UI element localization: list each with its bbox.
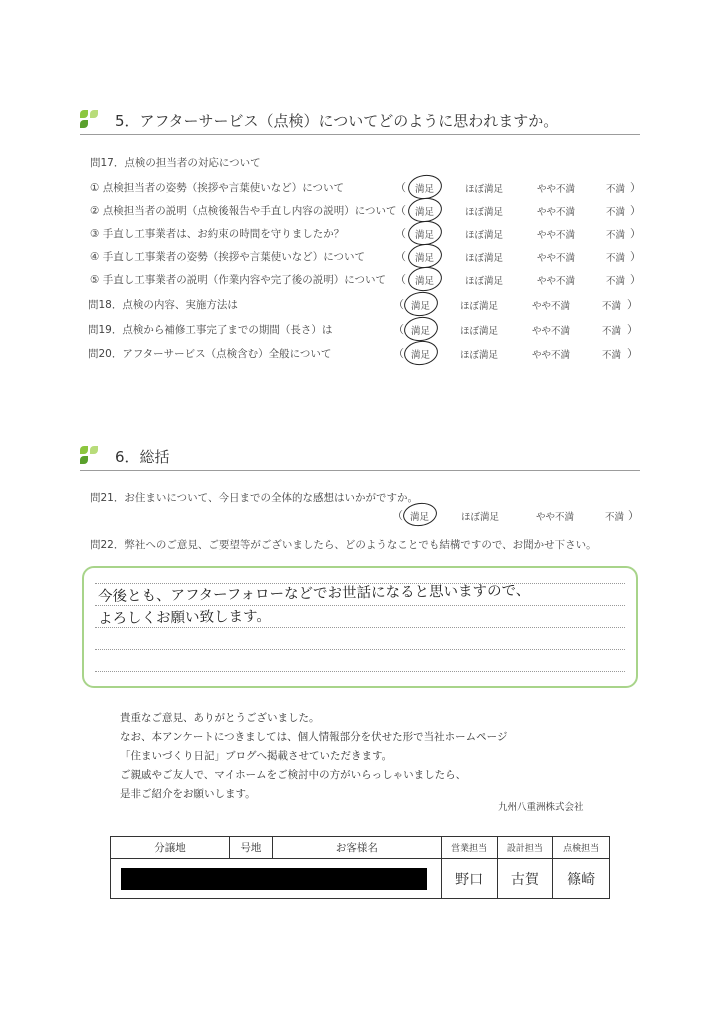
customer-info-table [110,836,610,899]
section6-rule [80,470,640,471]
option-mostly-satisfied: ほぼ満足 [460,301,499,312]
paren-close: ） [628,509,639,522]
header-sales: 営業担当 [441,837,497,859]
question-row-5: ⑤ 手直し工事業者の説明（作業内容や完了後の説明）について [90,274,387,286]
design-person: 古賀 [497,859,553,899]
paren-open: （ [395,204,406,217]
closing-line-4: ご親戚やご友人で、マイホームをご検討中の方がいらっしゃいましたら、 [120,769,467,781]
inspect-person: 篠崎 [553,859,610,899]
option-mostly-satisfied: ほぼ満足 [465,207,504,218]
option-dissatisfied: 不満 [602,326,622,337]
option-mostly-satisfied: ほぼ満足 [465,276,504,287]
question-row-4: ④ 手直し工事業者の姿勢（挨拶や言葉使いなど）について [90,251,366,263]
option-slightly-dissatisfied: やや不満 [537,184,576,195]
paren-open: （ [395,181,406,194]
option-slightly-dissatisfied: やや不満 [537,207,576,218]
paren-open: （ [395,273,406,286]
q17-heading: 問17．点検の担当者の対応について [90,157,261,169]
paren-close: ） [630,227,641,240]
selected-answer-circle [402,339,439,367]
option-slightly-dissatisfied: やや不満 [532,326,571,337]
redaction-bar [121,868,427,890]
header-customer: お客様名 [272,837,441,859]
q22-question: 問22．弊社へのご意見、ご要望等がございましたら、どのようなことでも結構ですので、お聞かせ下さい。 [90,539,597,551]
section6-title: 6．総括 [115,448,170,466]
option-dissatisfied: 不満 [606,253,626,264]
option-slightly-dissatisfied: やや不満 [537,253,576,264]
option-mostly-satisfied: ほぼ満足 [465,230,504,241]
option-satisfied: 満足 [411,350,431,361]
paren-open: （ [393,323,404,336]
header-design: 設計担当 [497,837,553,859]
selected-answer-circle [402,290,439,318]
header-number: 号地 [229,837,272,859]
paren-close: ） [627,323,638,336]
option-dissatisfied: 不満 [602,301,622,312]
paren-close: ） [630,273,641,286]
paren-close: ） [630,181,641,194]
section5-title: 5．アフターサービス（点検）についてどのように思われますか。 [115,112,559,130]
option-dissatisfied: 不満 [606,207,626,218]
option-dissatisfied: 不満 [605,512,625,523]
option-slightly-dissatisfied: やや不満 [537,276,576,287]
redacted-customer-info [111,859,442,899]
section6-leaf-icon [80,446,100,466]
paren-open: （ [392,509,403,522]
option-mostly-satisfied: ほぼ満足 [465,184,504,195]
option-dissatisfied: 不満 [602,350,622,361]
option-mostly-satisfied: ほぼ満足 [460,326,499,337]
section5-leaf-icon [80,110,100,130]
question-row-8: 問20．アフターサービス（点検含む）全般について [88,348,332,360]
option-dissatisfied: 不満 [606,184,626,195]
option-mostly-satisfied: ほぼ満足 [460,350,499,361]
option-dissatisfied: 不満 [606,276,626,287]
question-row-2: ② 点検担当者の説明（点検後報告や手直し内容の説明）について [90,205,397,217]
option-satisfied: 満足 [415,230,435,241]
company-name: 九州八重洲株式会社 [498,802,584,813]
header-inspect: 点検担当 [553,837,610,859]
closing-line-3: 「住まいづくり日記」ブログへ掲載させていただきます。 [120,750,393,762]
section5-rule [80,134,640,135]
option-slightly-dissatisfied: やや不満 [537,230,576,241]
option-mostly-satisfied: ほぼ満足 [465,253,504,264]
option-satisfied: 満足 [411,301,431,312]
header-lot: 分譲地 [111,837,230,859]
question-row-3: ③ 手直し工事業者は、お約束の時間を守りましたか？ [90,228,345,240]
closing-line-5: 是非ご紹介をお願いします。 [120,788,256,800]
question-row-1: ① 点検担当者の姿勢（挨拶や言葉使いなど）について [90,182,345,194]
option-satisfied: 満足 [415,207,435,218]
option-satisfied: 満足 [415,184,435,195]
handwritten-comment-line2: よろしくお願い致します。 [97,608,271,628]
paren-open: （ [393,298,404,311]
paren-close: ） [630,250,641,263]
question-row-7: 問19．点検から補修工事完了までの期間（長さ）は [88,324,333,336]
selected-answer-circle [406,265,443,293]
option-satisfied: 満足 [415,253,435,264]
closing-line-2: なお、本アンケートにつきましては、個人情報部分を伏せた形で当社ホームページ [120,731,508,743]
selected-answer-circle [402,315,439,343]
paren-close: ） [627,298,638,311]
comment-line-3 [95,627,625,628]
q21-question: 問21．お住まいについて、今日までの全体的な感想はいかがですか。 [90,492,418,504]
option-slightly-dissatisfied: やや不満 [536,512,575,523]
handwritten-comment-line1: 今後とも、アフターフォローなどでお世話になると思いますので、 [97,582,531,606]
paren-open: （ [395,227,406,240]
question-row-6: 問18．点検の内容、実施方法は [88,299,238,311]
paren-open: （ [393,347,404,360]
option-slightly-dissatisfied: やや不満 [532,301,571,312]
option-slightly-dissatisfied: やや不満 [532,350,571,361]
closing-line-1: 貴重なご意見、ありがとうございました。 [120,712,320,724]
paren-open: （ [395,250,406,263]
comment-line-5 [95,671,625,672]
comment-line-4 [95,649,625,650]
paren-close: ） [630,204,641,217]
option-satisfied: 満足 [411,326,431,337]
sales-person: 野口 [441,859,497,899]
option-dissatisfied: 不満 [606,230,626,241]
option-satisfied: 満足 [415,276,435,287]
option-satisfied: 満足 [410,512,430,523]
paren-close: ） [627,347,638,360]
option-mostly-satisfied: ほぼ満足 [461,512,500,523]
